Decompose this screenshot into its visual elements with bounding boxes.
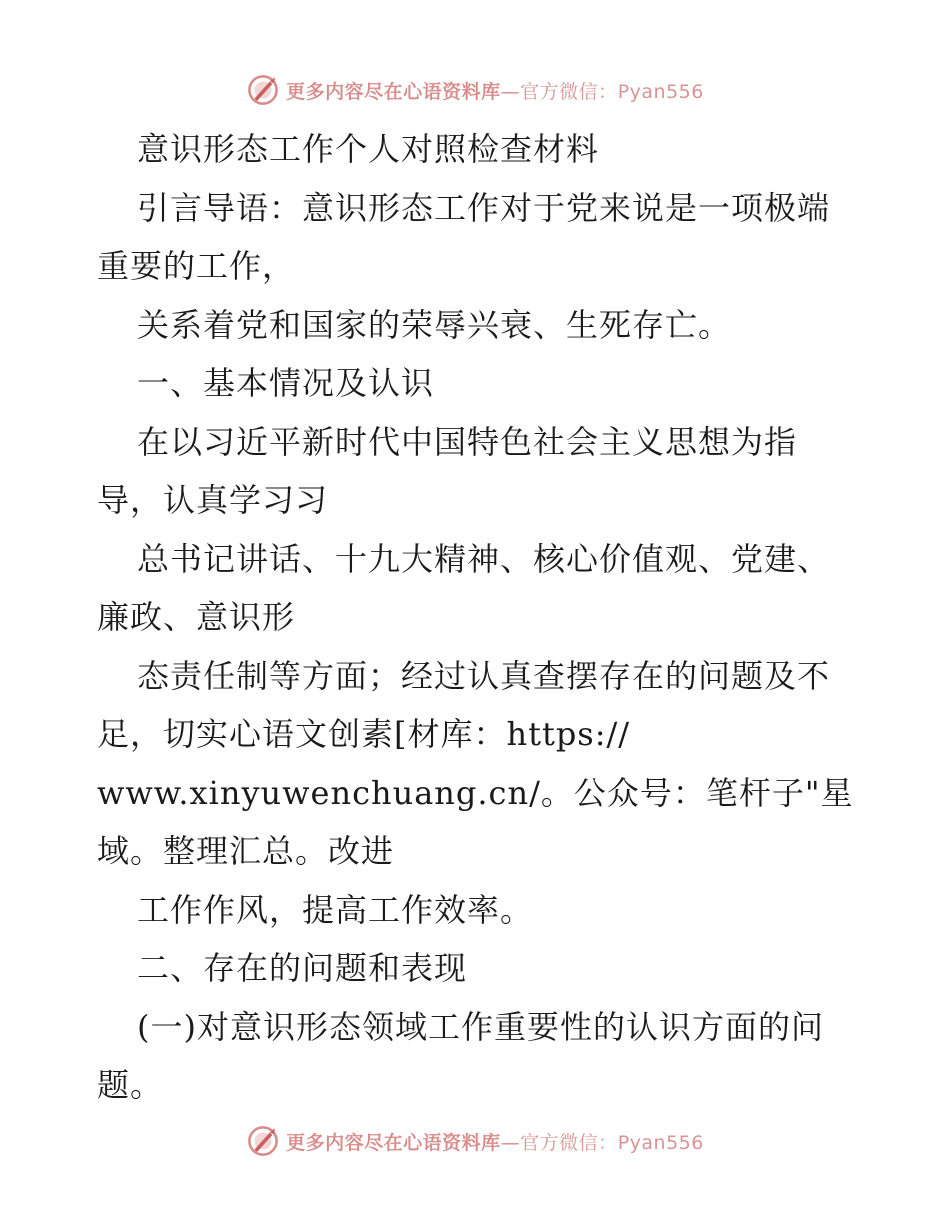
document-title: 意识形态工作个人对照检查材料 (137, 130, 600, 168)
text-line: 关系着党和国家的荣辱兴衰、生死存亡。 (137, 305, 732, 344)
text-line: 引言导语：意识形态工作对于党来说是一项极端 (137, 188, 831, 227)
quill-pen-logo-icon (246, 73, 280, 107)
text-line: 在以习近平新时代中国特色社会主义思想为指 (137, 422, 798, 461)
text-line: 工作作风，提高工作效率。 (137, 890, 534, 929)
text-line: 重要的工作， (97, 247, 296, 285)
text-line: 态责任制等方面；经过认真查摆存在的问题及不 (137, 656, 831, 695)
text-line: 二、存在的问题和表现 (137, 949, 468, 987)
text-line: 导，认真学习习 (97, 481, 329, 519)
header-watermark (0, 70, 950, 110)
text-line: 足，切实心语文创素[材库：https:// (97, 715, 631, 753)
text-line: 域。整理汇总。改进 (97, 832, 395, 870)
document-body (97, 120, 857, 1115)
text-line: (一)对意识形态领域工作重要性的认识方面的问 (137, 1007, 824, 1046)
text-line: 总书记讲话、十九大精神、核心价值观、党建、 (137, 539, 831, 578)
text-line: 一、基本情况及认识 (137, 364, 435, 402)
watermark-text: 更多内容尽在心语资料库—官方微信：Pyan556 (286, 80, 704, 103)
text-line: 题。 (97, 1066, 164, 1104)
quill-pen-logo-icon (246, 1124, 280, 1158)
footer-watermark (0, 1121, 950, 1161)
watermark-text: 更多内容尽在心语资料库—官方微信：Pyan556 (286, 1131, 704, 1154)
text-line: www.xinyuwenchuang.cn/。公众号：笔杆子"星 (97, 773, 854, 812)
text-line: 廉政、意识形 (97, 598, 296, 636)
